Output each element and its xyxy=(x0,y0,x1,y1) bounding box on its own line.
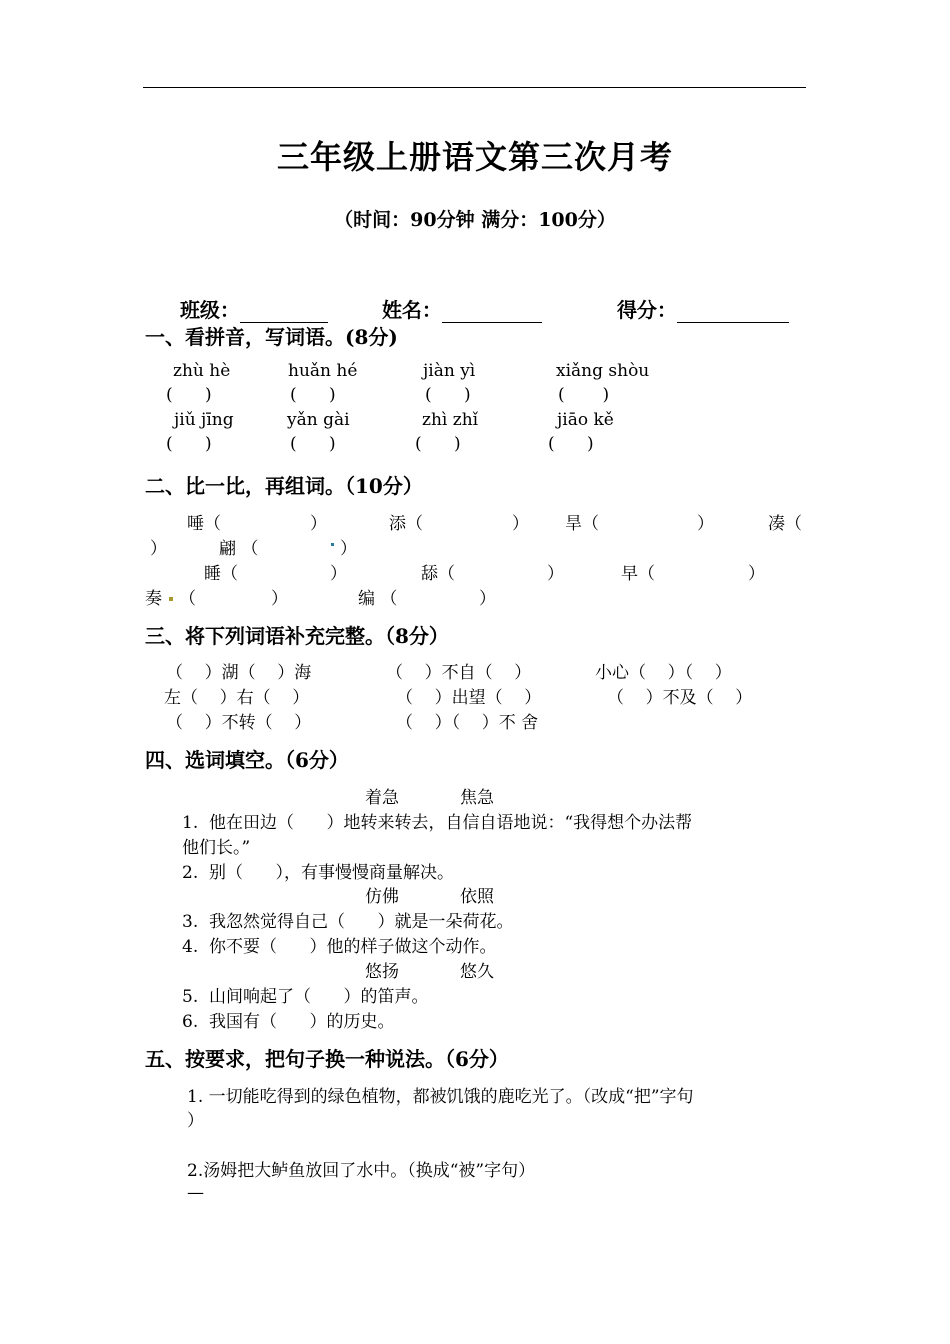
answer-blank[interactable]: ( ) xyxy=(166,385,212,405)
compare-close: ） xyxy=(340,539,357,559)
section1-heading: 一、看拼音，写词语。(8分) xyxy=(145,325,398,349)
answer-blank[interactable]: ( ) xyxy=(166,434,212,454)
question-item: 1. 一切能吃得到的绿色植物，都被饥饿的鹿吃光了。（改成“把”字句 xyxy=(187,1087,694,1107)
question-item: ） xyxy=(187,1111,204,1131)
compare-close: ） xyxy=(547,564,564,584)
name-field xyxy=(368,270,542,323)
idiom-item[interactable]: （ ）出望（ ） xyxy=(396,688,542,708)
answer-blank[interactable]: ( ) xyxy=(425,385,471,405)
idiom-item[interactable]: （ ）不及（ ） xyxy=(607,688,753,708)
class-field xyxy=(166,270,328,323)
class-label: 班级： xyxy=(179,298,240,322)
stray-mark xyxy=(169,597,173,601)
pinyin-item: zhì zhǐ xyxy=(422,410,479,430)
section5-heading: 五、按要求，把句子换一种说法。（6分） xyxy=(145,1047,509,1071)
question-item: 他们长。” xyxy=(182,838,251,858)
compare-char: 睡（ xyxy=(204,564,238,584)
pinyin-item: yǎn gài xyxy=(287,410,350,430)
compare-char: 舔（ xyxy=(421,564,455,584)
word-choice: 悠久 xyxy=(460,962,494,982)
question-item: 1. 他在田边（ ）地转来转去，自信自语地说：“我得想个办法帮 xyxy=(182,813,693,833)
compare-char: 添（ xyxy=(389,514,423,534)
compare-close: ） xyxy=(697,514,714,534)
word-choice: 焦急 xyxy=(460,788,494,808)
section4-heading: 四、选词填空。（6分） xyxy=(145,748,349,772)
pinyin-item: xiǎng shòu xyxy=(556,361,650,381)
exam-meta: （时间：90分钟 满分：100分） xyxy=(334,209,616,231)
word-choice: 仿佛 xyxy=(365,887,399,907)
idiom-item[interactable]: （ ）（ ）不 舍 xyxy=(396,713,539,733)
compare-char: 奏 xyxy=(145,589,162,609)
question-item: 3. 我忽然觉得自己（ ）就是一朵荷花。 xyxy=(182,912,514,932)
name-blank[interactable] xyxy=(442,304,542,323)
question-item: 2.汤姆把大鲈鱼放回了水中。（换成“被”字句） xyxy=(187,1161,536,1181)
answer-blank[interactable]: ( ) xyxy=(548,434,594,454)
answer-blank[interactable]: ( ) xyxy=(290,434,336,454)
answer-blank[interactable]: ( ) xyxy=(558,385,610,405)
pinyin-item: jiāo kě xyxy=(557,410,614,430)
pinyin-item: huǎn hé xyxy=(288,361,358,381)
pinyin-item: jiàn yì xyxy=(423,361,476,381)
compare-close: ） xyxy=(479,589,496,609)
question-item: 4. 你不要（ ）他的样子做这个动作。 xyxy=(182,937,497,957)
compare-close: ） xyxy=(150,539,167,559)
idiom-item[interactable]: （ ）不自（ ） xyxy=(386,663,532,683)
compare-char: 凑（ xyxy=(768,514,802,534)
compare-close: ） xyxy=(310,514,327,534)
idiom-item[interactable]: 左（ ）右（ ） xyxy=(164,688,310,708)
word-choice: 着急 xyxy=(365,788,399,808)
compare-close: ） xyxy=(271,589,288,609)
compare-close: ） xyxy=(512,514,529,534)
compare-open: （ xyxy=(179,589,196,609)
question-item: 6. 我国有（ ）的历史。 xyxy=(182,1012,395,1032)
answer-blank[interactable]: ( ) xyxy=(290,385,336,405)
score-field xyxy=(603,270,789,323)
compare-char: 唾（ xyxy=(187,514,221,534)
pinyin-item: zhù hè xyxy=(173,361,231,381)
section3-heading: 三、将下列词语补充完整。（8分） xyxy=(145,624,449,648)
compare-char: 编 （ xyxy=(358,589,398,609)
answer-blank[interactable]: ( ) xyxy=(415,434,461,454)
compare-char: 早（ xyxy=(621,564,655,584)
idiom-item[interactable]: 小心（ ）（ ） xyxy=(595,663,732,683)
score-label: 得分： xyxy=(616,298,677,322)
pinyin-item: jiǔ jīng xyxy=(174,410,234,430)
word-choice: 依照 xyxy=(460,887,494,907)
idiom-item[interactable]: （ ）不转（ ） xyxy=(166,713,312,733)
score-blank[interactable] xyxy=(677,304,789,323)
header-rule xyxy=(143,87,806,88)
name-label: 姓名： xyxy=(381,298,442,322)
section2-heading: 二、比一比，再组词。（10分） xyxy=(145,474,423,498)
question-item: 5. 山间响起了（ ）的笛声。 xyxy=(182,987,429,1007)
page-title: 三年级上册语文第三次月考 xyxy=(276,138,673,176)
compare-char: 翩 （ xyxy=(219,539,259,559)
compare-close: ） xyxy=(748,564,765,584)
answer-line[interactable]: — xyxy=(187,1183,204,1203)
compare-char: 旱（ xyxy=(565,514,599,534)
idiom-item[interactable]: （ ）湖（ ）海 xyxy=(166,663,312,683)
stray-mark xyxy=(331,543,334,546)
question-item: 2. 别（ ），有事慢慢商量解决。 xyxy=(182,863,454,883)
compare-close: ） xyxy=(330,564,347,584)
word-choice: 悠扬 xyxy=(365,962,399,982)
